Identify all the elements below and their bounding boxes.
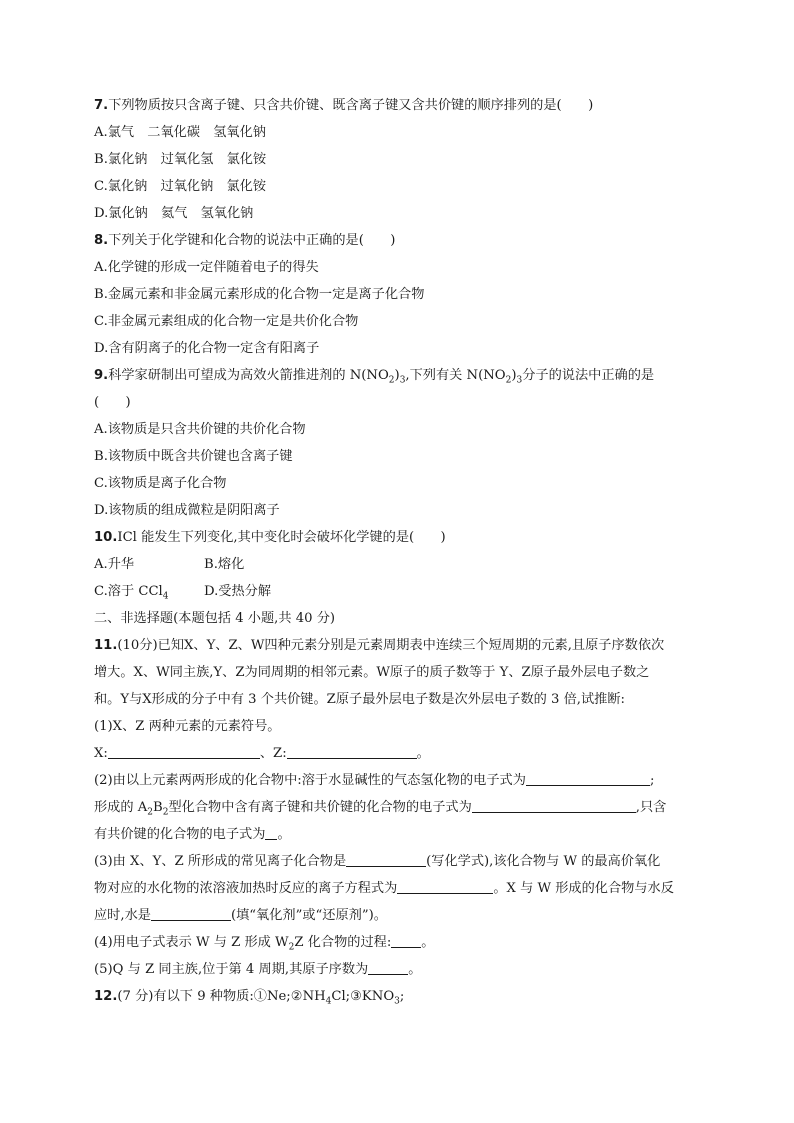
q9-stem [94, 362, 700, 389]
q11-part4-sub: 2 [288, 942, 295, 953]
q11-part4-text: (4)用电子式表示 W 与 Z 形成 W [94, 935, 289, 950]
q11-ionic-equation-blank[interactable] [397, 879, 493, 894]
q8-option-c: C.非金属元素组成的化合物一定是共价化合物 [94, 314, 359, 329]
q11-part2-text-b-end: ,只含 [635, 800, 667, 815]
q11-stem-line2: 增大。X、W同主族,Y、Z为同周期的相邻元素。W原子的质子数等于 Y、Z原子最外层电子数之 [94, 665, 650, 680]
q11-part2-text-a: (2)由以上元素两两形成的化合物中:溶于水显碱性的气态氢化物的电子式为 [94, 773, 526, 788]
q8-option-b: B.金属元素和非金属元素形成的化合物一定是离子化合物 [94, 287, 425, 302]
q11-part2-text-b: 形成的 A [94, 800, 148, 815]
q11-atomic-number-blank[interactable] [368, 960, 408, 975]
q9-sub-d: 3 [516, 375, 523, 386]
q11-part3-line2 [94, 875, 700, 902]
exam-page [94, 92, 700, 1010]
q11-water-role-blank[interactable] [151, 906, 231, 921]
q11-part5-end: 。 [408, 962, 422, 977]
q11-stem-line1 [94, 632, 700, 659]
q10-options-ab [94, 551, 700, 578]
q9-text-a: 科学家研制出可望成为高效火箭推进剂的 N(NO [108, 368, 389, 383]
q8-option-d: D.含有阴离子的化合物一定含有阳离子 [94, 341, 320, 356]
q7-stem [94, 92, 700, 119]
q11-z-blank[interactable] [287, 744, 417, 759]
q9-sub-b: 3 [399, 375, 406, 386]
q12-sub-b: 3 [394, 996, 400, 1007]
q10-stem [94, 524, 700, 551]
q12-stem [94, 983, 700, 1010]
q11-part2-text-c-end: 。 [277, 827, 291, 842]
q11-ionic-covalent-blank[interactable] [472, 798, 636, 813]
q10-option-c [94, 578, 204, 605]
q9-paren: ( ) [94, 395, 131, 410]
q10-options-cd [94, 578, 700, 605]
q11-ionic-compound-blank[interactable] [346, 852, 426, 867]
q7-option-c: C.氯化钠 过氧化钠 氯化铵 [94, 179, 267, 194]
q7-option-b: B.氯化钠 过氧化氢 氯化铵 [94, 152, 267, 167]
q12-sub-a: 4 [325, 996, 332, 1007]
q8-number: 8. [94, 233, 109, 248]
q11-part3-text-c-end: (填“氧化剂”或“还原剂”)。 [230, 908, 387, 923]
q11-x-blank[interactable] [108, 744, 260, 759]
q10-option-d: D.受热分解 [204, 584, 272, 599]
q11-part3-text-a: (3)由 X、Y、Z 所形成的常见离子化合物是 [94, 854, 347, 869]
q11-process-blank[interactable] [391, 933, 421, 948]
q11-part4 [94, 929, 700, 956]
q11-part3-line1 [94, 848, 700, 875]
q10-number: 10. [94, 530, 118, 545]
section-heading: 二、非选择题(本题包括 4 小题,共 40 分) [94, 611, 336, 626]
q9-sub-a: 2 [388, 375, 395, 386]
q10-option-c-sub: 4 [162, 591, 169, 602]
q11-stem-line3: 和。Y与X形成的分子中有 3 个共价键。Z原子最外层电子数是次外层电子数的 3 倍,试推断: [94, 692, 625, 707]
q11-part4-end: 。 [421, 935, 435, 950]
q11-part1-x-label: X: [94, 746, 108, 761]
q9-number: 9. [94, 368, 109, 383]
q9-option-d: D.该物质的组成微粒是阴阳离子 [94, 503, 280, 518]
q11-part3-text-c: 应时,水是 [94, 908, 151, 923]
q8-text: 下列关于化学键和化合物的说法中正确的是( ) [108, 233, 396, 248]
q11-part3-text-b-end: 。X 与 W 形成的化合物与水反 [493, 881, 674, 896]
q11-hydride-blank[interactable] [526, 771, 650, 786]
q7-option-d: D.氯化钠 氦气 氢氧化钠 [94, 206, 254, 221]
q7-text: 下列物质按只含离子键、只含共价键、既含离子键又含共价键的顺序排列的是( ) [108, 98, 594, 113]
q11-part3-line3 [94, 902, 700, 929]
q11-text-1: (10分)已知X、Y、Z、W四种元素分别是元素周期表中连续三个短周期的元素,且原子序数依次 [117, 638, 665, 653]
q10-option-b: B.熔化 [204, 557, 245, 572]
q8-option-a: A.化学键的形成一定伴随着电子的得失 [94, 260, 319, 275]
q12-text-pre: (7 分)有以下 9 种物质:①Ne;②NH [117, 989, 326, 1004]
q11-part4-text-mid: Z 化合物的过程: [294, 935, 392, 950]
q9-text-c: ,下列有关 N(NO [405, 368, 506, 383]
q11-number: 11. [94, 638, 118, 653]
q9-text-b: ) [394, 368, 400, 383]
q11-part2-sub2: 2 [162, 807, 169, 818]
q11-part2-text-c: 有共价键的化合物的电子式为 [94, 827, 266, 842]
q11-part1: (1)X、Z 两种元素的元素符号。 [94, 719, 281, 734]
q11-part5 [94, 956, 700, 983]
q7-number: 7. [94, 98, 109, 113]
q12-number: 12. [94, 989, 118, 1004]
q11-part5-text: (5)Q 与 Z 同主族,位于第 4 周期,其原子序数为 [94, 962, 369, 977]
q11-part2-text-b-mid: B [153, 800, 163, 815]
q8-stem [94, 227, 700, 254]
q11-part2-text-b-post: 型化合物中含有离子键和共价键的化合物的电子式为 [168, 800, 472, 815]
q7-option-a: A.氯气 二氧化碳 氢氧化钠 [94, 125, 266, 140]
q10-option-a: A.升华 [94, 557, 135, 572]
q11-part2-line1 [94, 767, 700, 794]
q9-option-a: A.该物质是只含共价键的共价化合物 [94, 422, 306, 437]
q11-part2-line2 [94, 794, 700, 821]
q11-part3-text-b: 物对应的水化物的浓溶液加热时反应的离子方程式为 [94, 881, 398, 896]
q9-sub-c: 2 [505, 375, 512, 386]
q10-option-c-text: C.溶于 CCl [94, 584, 163, 599]
q11-part1-end: 。 [416, 746, 430, 761]
q9-option-c: C.该物质是离子化合物 [94, 476, 227, 491]
q11-part2-line3 [94, 821, 700, 848]
q10-text: ICl 能发生下列变化,其中变化时会破坏化学键的是( ) [117, 530, 446, 545]
q11-covalent-only-blank[interactable] [265, 825, 277, 840]
q11-part2-sub1: 2 [147, 807, 154, 818]
q12-text-mid: Cl;③KNO [331, 989, 395, 1004]
q11-part1-answer [94, 740, 700, 767]
q11-part3-text-a-mid: (写化学式),该化合物与 W 的最高价氧化 [426, 854, 661, 869]
q12-text-end: ; [399, 989, 405, 1004]
q11-part1-z-label: 、Z: [259, 746, 287, 761]
q9-text-d: ) [511, 368, 517, 383]
q9-text-e: 分子的说法中正确的是 [522, 368, 655, 383]
q9-option-b: B.该物质中既含共价键也含离子键 [94, 449, 293, 464]
q11-part2-text-a-end: ; [649, 773, 655, 788]
